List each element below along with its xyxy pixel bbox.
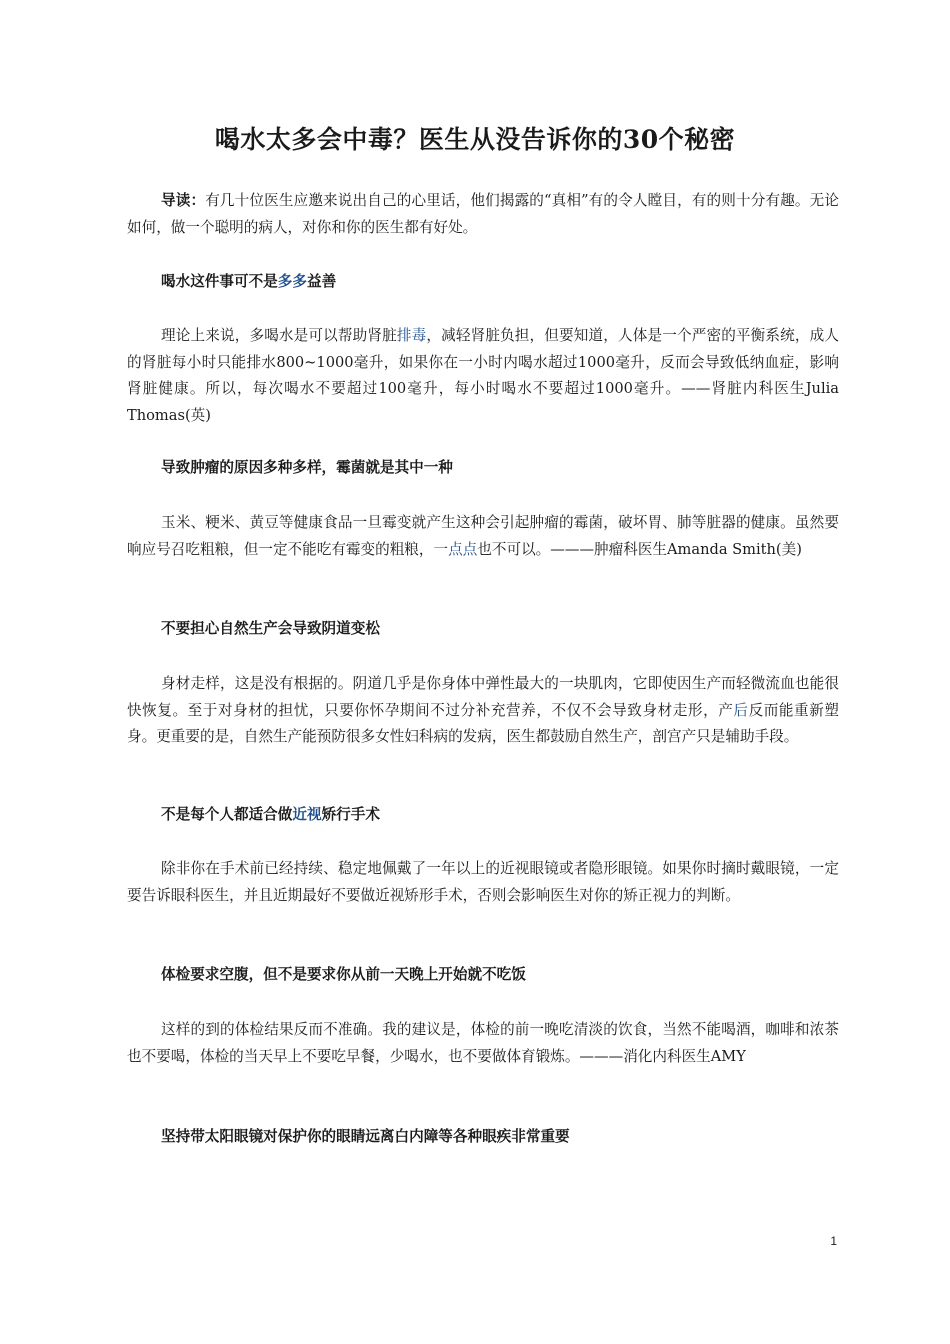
- body-text: 反而能重新塑身。更重要的是，自然生产能预防很多女性妇科病的发病，医生都鼓励自然生产，剖宫产只是辅助手段。: [127, 701, 839, 745]
- section-body-5: [127, 1017, 839, 1070]
- heading-link[interactable]: 多多: [277, 273, 307, 290]
- heading-link[interactable]: 近视: [292, 806, 322, 823]
- section-heading-5: [161, 964, 841, 986]
- intro-label: 导读：: [161, 192, 206, 209]
- heading-text: 坚持带太阳眼镜对保护你的眼睛远离白内障等各种眼疾非常重要: [161, 1128, 570, 1145]
- heading-text: 不要担心自然生产会导致阴道变松: [161, 620, 380, 637]
- body-text: 也不可以。———肿瘤科医生Amanda Smith(美): [477, 540, 802, 558]
- heading-text: 不是每个人都适合做: [161, 806, 293, 823]
- page-title: 喝水太多会中毒？医生从没告诉你的30个秘密: [214, 125, 736, 154]
- section-heading-6: [161, 1126, 841, 1148]
- body-text: 这样的到的体检结果反而不准确。我的建议是，体检的前一晚吃清淡的饮食，当然不能喝酒，咖啡和浓茶也不要喝，体检的当天早上不要吃早餐，少喝水，也不要做体育锻炼。———消化内科医生AMY: [127, 1021, 839, 1065]
- section-heading-4: [161, 804, 841, 826]
- body-text: 玉米、粳米、黄豆等健康食品一旦霉变就产生这种会引起肿瘤的霉菌，破坏胃、肺等脏器的健康。虽然要响应号召吃粗粮，但一定不能吃有霉变的粗粮，: [127, 514, 839, 558]
- heading-text: 矫行手术: [321, 806, 380, 823]
- section-heading-3: [161, 618, 841, 640]
- section-heading-1: [161, 271, 841, 293]
- heading-text: 导致肿瘤的原因多种多样，霉菌就是其中一种: [161, 459, 453, 476]
- intro-text: 有几十位医生应邀来说出自己的心里话，他们揭露的“真相”有的令人瞠目，有的则十分有趣。无论如何，做一个聪明的病人，对你和你的医生都有好处。: [127, 192, 839, 236]
- section-heading-2: [161, 457, 841, 479]
- body-link[interactable]: 排毒: [396, 327, 427, 344]
- section-body-3: [127, 671, 839, 751]
- body-text: 理论上来说，多喝水是可以帮助肾脏: [161, 327, 397, 344]
- section-body-1: [127, 323, 839, 429]
- section-body-4: [127, 856, 839, 909]
- body-link[interactable]: 一点点: [433, 540, 478, 558]
- heading-text: 喝水这件事可不是: [161, 273, 278, 290]
- heading-text: 体检要求空腹，但不是要求你从前一天晚上开始就不吃饭: [161, 966, 526, 983]
- body-link[interactable]: 后: [733, 701, 749, 719]
- section-body-2: [127, 510, 839, 563]
- body-text: 身材走样，这是没有根据的。阴道几乎是你身体中弹性最大的一块肌肉，它即使因生产而轻微流血也能很快恢复。至于对身材的担忧，只要你怀孕期间不过分补充营养，不仅不会导致身材走形，产: [127, 675, 839, 719]
- body-text: 除非你在手术前已经持续、稳定地佩戴了一年以上的近视眼镜或者隐形眼镜。如果你时摘时戴眼镜，一定要告诉眼科医生，并且近期最好不要做近视矫形手术，否则会影响医生对你的矫正视力的判断。: [127, 860, 839, 904]
- heading-text: 益善: [306, 273, 337, 290]
- body-text: ，减轻肾脏负担，但要知道，人体是一个严密的平衡系统，成人的肾脏每小时只能排水800~1000毫升，如果你在一小时内喝水超过1000毫升，反而会导致低纳血症，影响肾脏健康。所以，每次喝水不要超过100毫升，每小时喝水不要超过1000毫升。——肾脏内科医生Julia Thomas(英): [127, 327, 839, 424]
- intro-paragraph: [127, 188, 839, 241]
- page-number: 1: [830, 1234, 837, 1248]
